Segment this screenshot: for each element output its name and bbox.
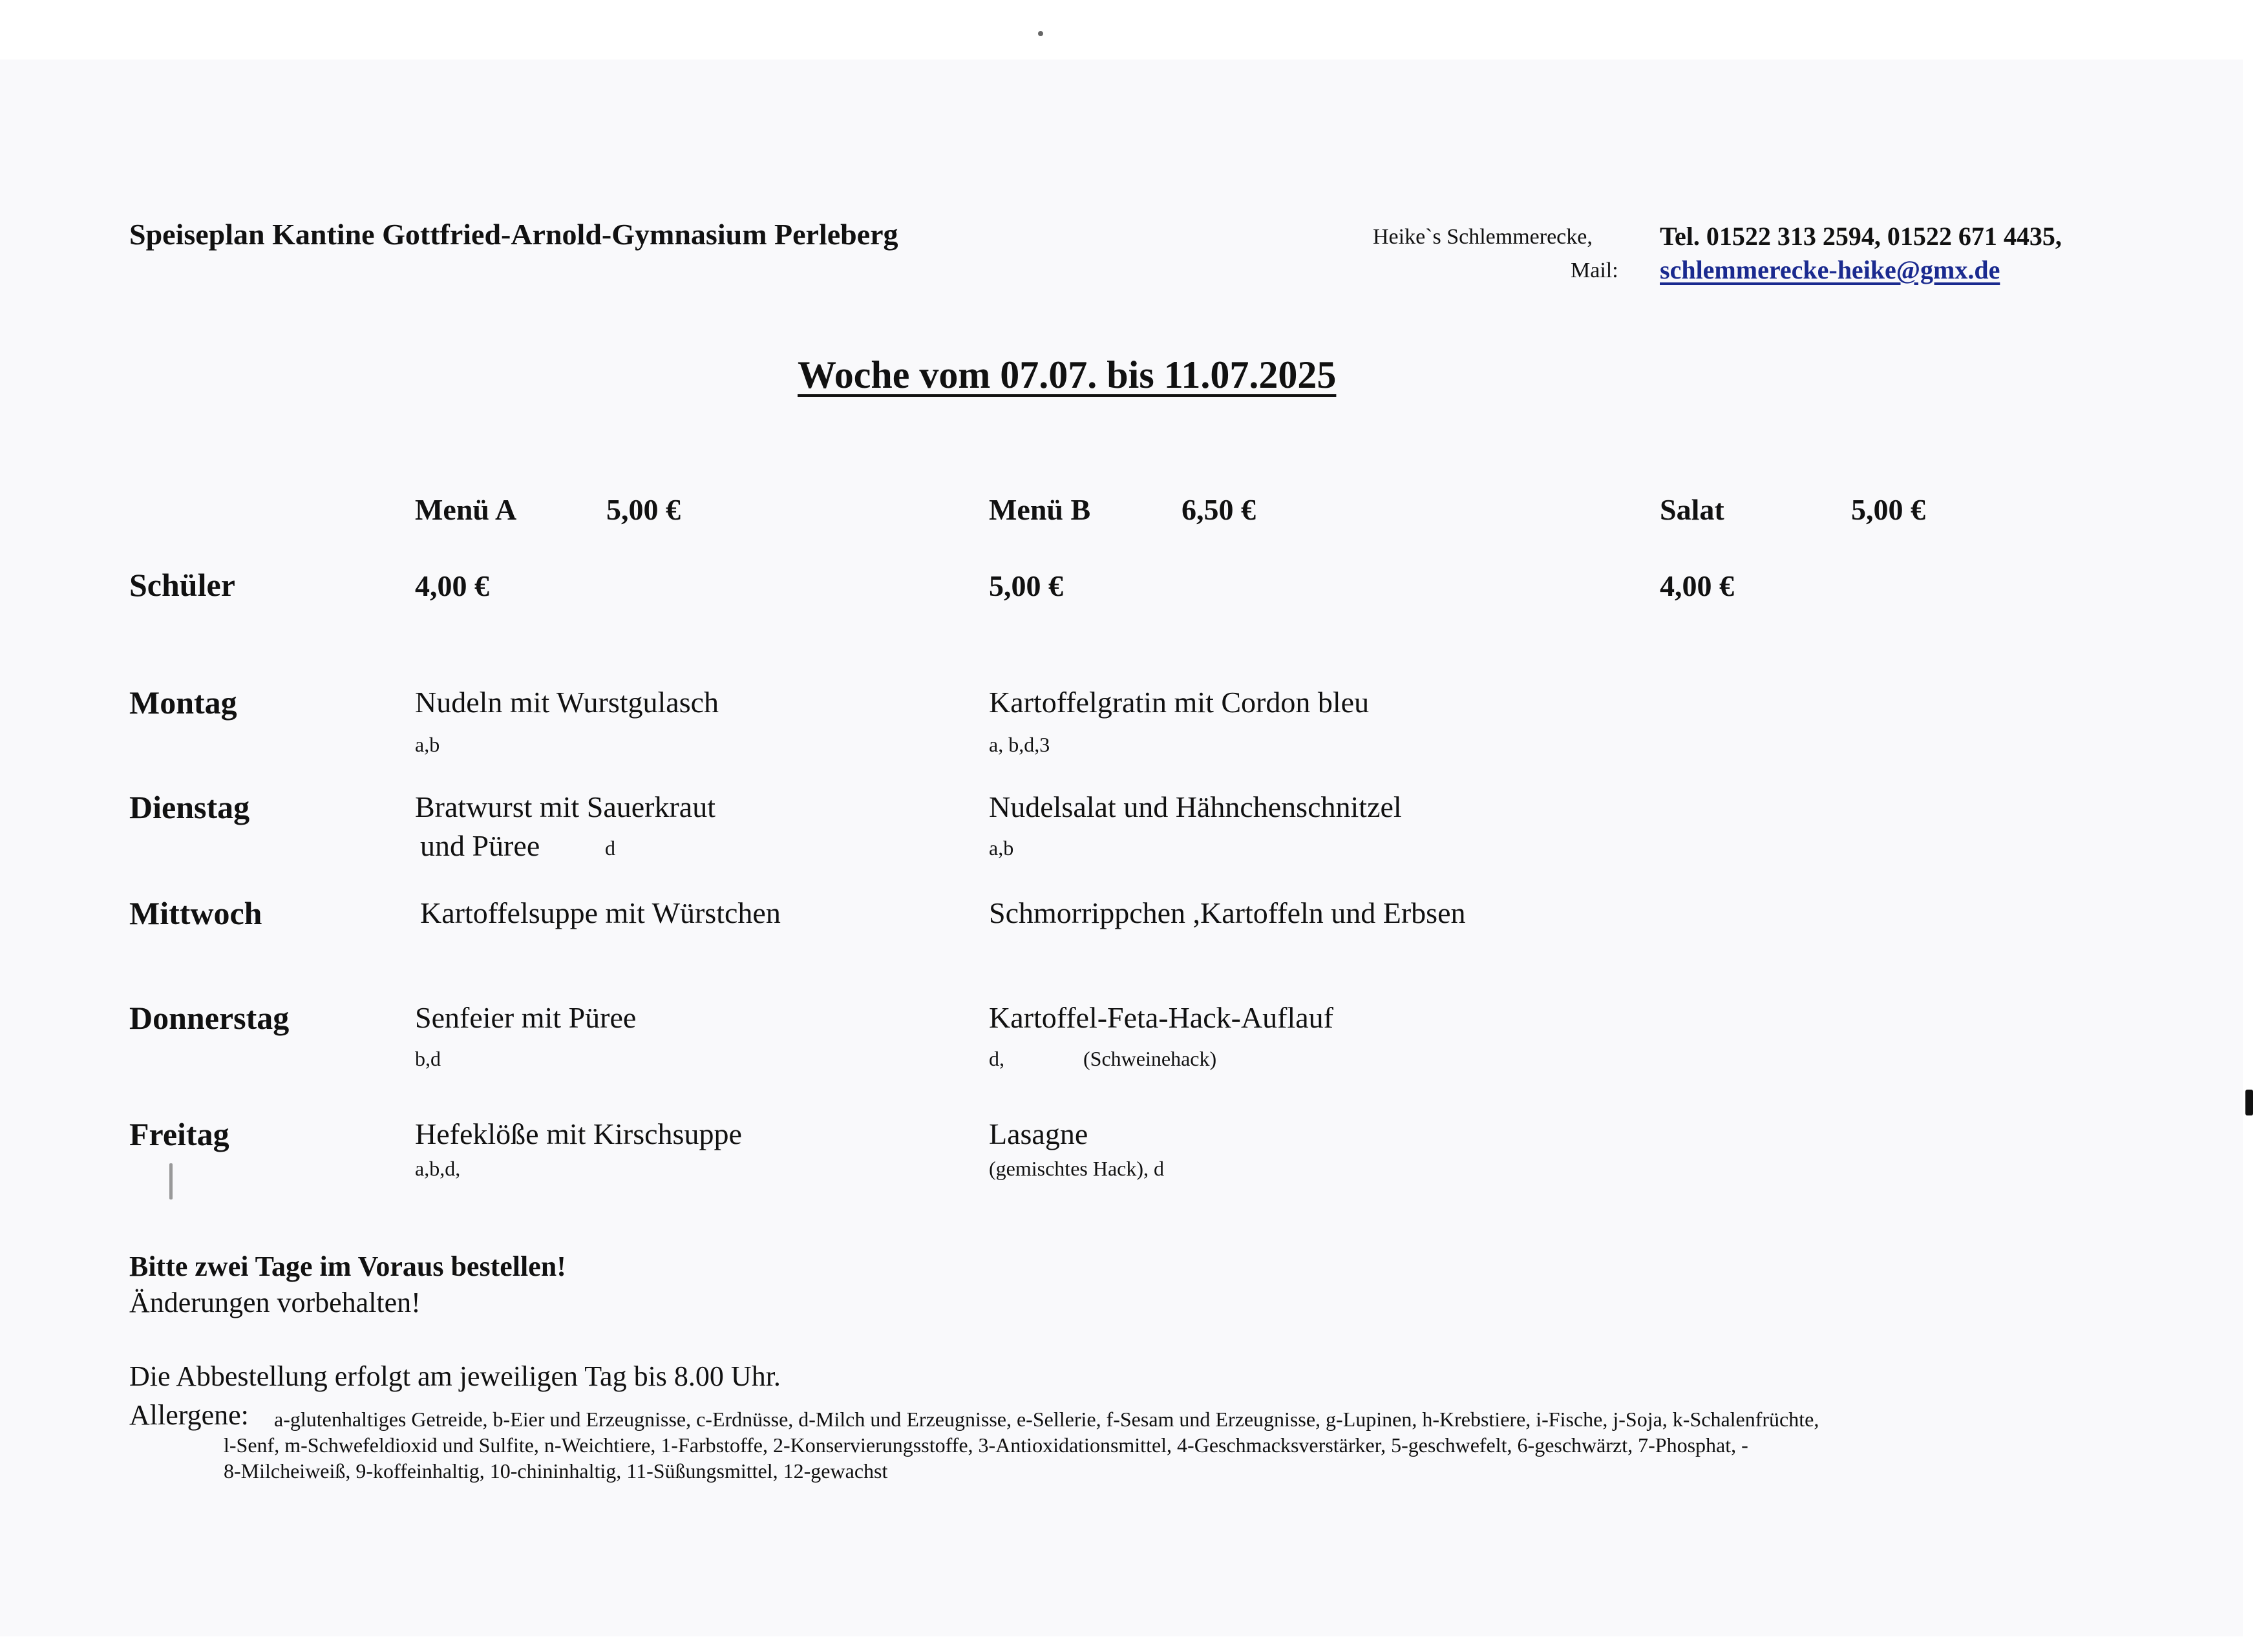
menu-sheet [0, 59, 2243, 1636]
salad-price: 5,00 € [1851, 493, 1925, 526]
mail-label: Mail: [1571, 259, 1618, 282]
menu-a-student-price: 4,00 € [415, 569, 489, 602]
salad-student-price: 4,00 € [1660, 569, 1734, 602]
menu-b-dish-wednesday: Schmorrippchen ,Kartoffeln und Erbsen [989, 896, 1466, 929]
menu-b-dish-friday: Lasagne [989, 1117, 1088, 1150]
email-link[interactable]: schlemmerecke-heike@gmx.de [1660, 255, 2000, 284]
week-heading: Woche vom 07.07. bis 11.07.2025 [798, 354, 1337, 396]
menu-a-allergens-tuesday: d [605, 836, 615, 860]
menu-a-allergens-monday: a,b [415, 733, 440, 756]
day-monday: Montag [129, 684, 237, 721]
day-tuesday: Dienstag [129, 789, 250, 825]
menu-a-allergens-thursday: b,d [415, 1047, 441, 1070]
menu-b-allergens-thursday: d, [989, 1047, 1004, 1070]
menu-b-label: Menü B [989, 493, 1091, 526]
phone-numbers: Tel. 01522 313 2594, 01522 671 4435, [1660, 222, 2062, 251]
menu-a-dish-tuesday: Bratwurst mit Sauerkraut [415, 790, 716, 823]
menu-a-price: 5,00 € [606, 493, 681, 526]
menu-b-allergens-tuesday: a,b [989, 836, 1014, 860]
menu-b-dish-thursday: Kartoffel-Feta-Hack-Auflauf [989, 1001, 1333, 1034]
allergen-legend-label: Allergene: [129, 1399, 249, 1431]
menu-a-allergens-friday: a,b,d, [415, 1157, 461, 1180]
day-friday: Freitag [129, 1116, 229, 1152]
menu-b-student-price: 5,00 € [989, 569, 1063, 602]
allergen-legend-line1: a-glutenhaltiges Getreide, b-Eier und Erzeugnisse, c-Erdnüsse, d-Milch und Erzeugnisse, e-Sellerie, f-Sesam und Erzeugnisse, g-Lupinen, h-Krebstiere, i-Fische, j-Soja, k-Schalenfrüchte, [274, 1408, 1819, 1431]
menu-a-dish-thursday: Senfeier mit Püree [415, 1001, 637, 1034]
scan-mark [169, 1163, 173, 1199]
allergen-legend-line2: l-Senf, m-Schwefeldioxid und Sulfite, n-Weichtiere, 1-Farbstoffe, 2-Konservierungsstoffe, 3-Antioxidationsmittel, 4-Geschmacksverstärker, 5-geschwefelt, 6-geschwärzt, 7-Phosphat, - [224, 1433, 1748, 1457]
student-label: Schüler [129, 567, 235, 603]
changes-notice: Änderungen vorbehalten! [129, 1287, 421, 1318]
menu-a-dish-wednesday: Kartoffelsuppe mit Würstchen [420, 896, 781, 929]
document-title: Speiseplan Kantine Gottfried-Arnold-Gymnasium Perleberg [129, 218, 898, 251]
scan-mark [2245, 1090, 2253, 1115]
vendor-name: Heike`s Schlemmerecke, [1373, 225, 1593, 249]
day-wednesday: Mittwoch [129, 895, 262, 931]
menu-a-dish-monday: Nudeln mit Wurstgulasch [415, 686, 719, 719]
menu-a-label: Menü A [415, 493, 517, 526]
menu-b-dish-monday: Kartoffelgratin mit Cordon bleu [989, 686, 1370, 719]
menu-b-allergens-monday: a, b,d,3 [989, 733, 1050, 756]
order-notice: Bitte zwei Tage im Voraus bestellen! [129, 1251, 566, 1282]
allergen-legend-line3: 8-Milcheiweiß, 9-koffeinhaltig, 10-chininhaltig, 11-Süßungsmittel, 12-gewachst [224, 1459, 888, 1483]
menu-b-price: 6,50 € [1182, 493, 1256, 526]
menu-b-note-thursday: (Schweinehack) [1083, 1047, 1217, 1070]
scan-speck [1038, 31, 1043, 36]
menu-a-dish-friday: Hefeklöße mit Kirschsuppe [415, 1117, 742, 1150]
menu-a-dish-tuesday-line2: und Püree [420, 829, 540, 862]
day-thursday: Donnerstag [129, 1000, 290, 1036]
salad-label: Salat [1660, 493, 1724, 526]
menu-b-allergens-friday: (gemischtes Hack), d [989, 1157, 1165, 1180]
cancellation-notice: Die Abbestellung erfolgt am jeweiligen Tag bis 8.00 Uhr. [129, 1360, 781, 1392]
menu-b-dish-tuesday: Nudelsalat und Hähnchenschnitzel [989, 790, 1402, 823]
